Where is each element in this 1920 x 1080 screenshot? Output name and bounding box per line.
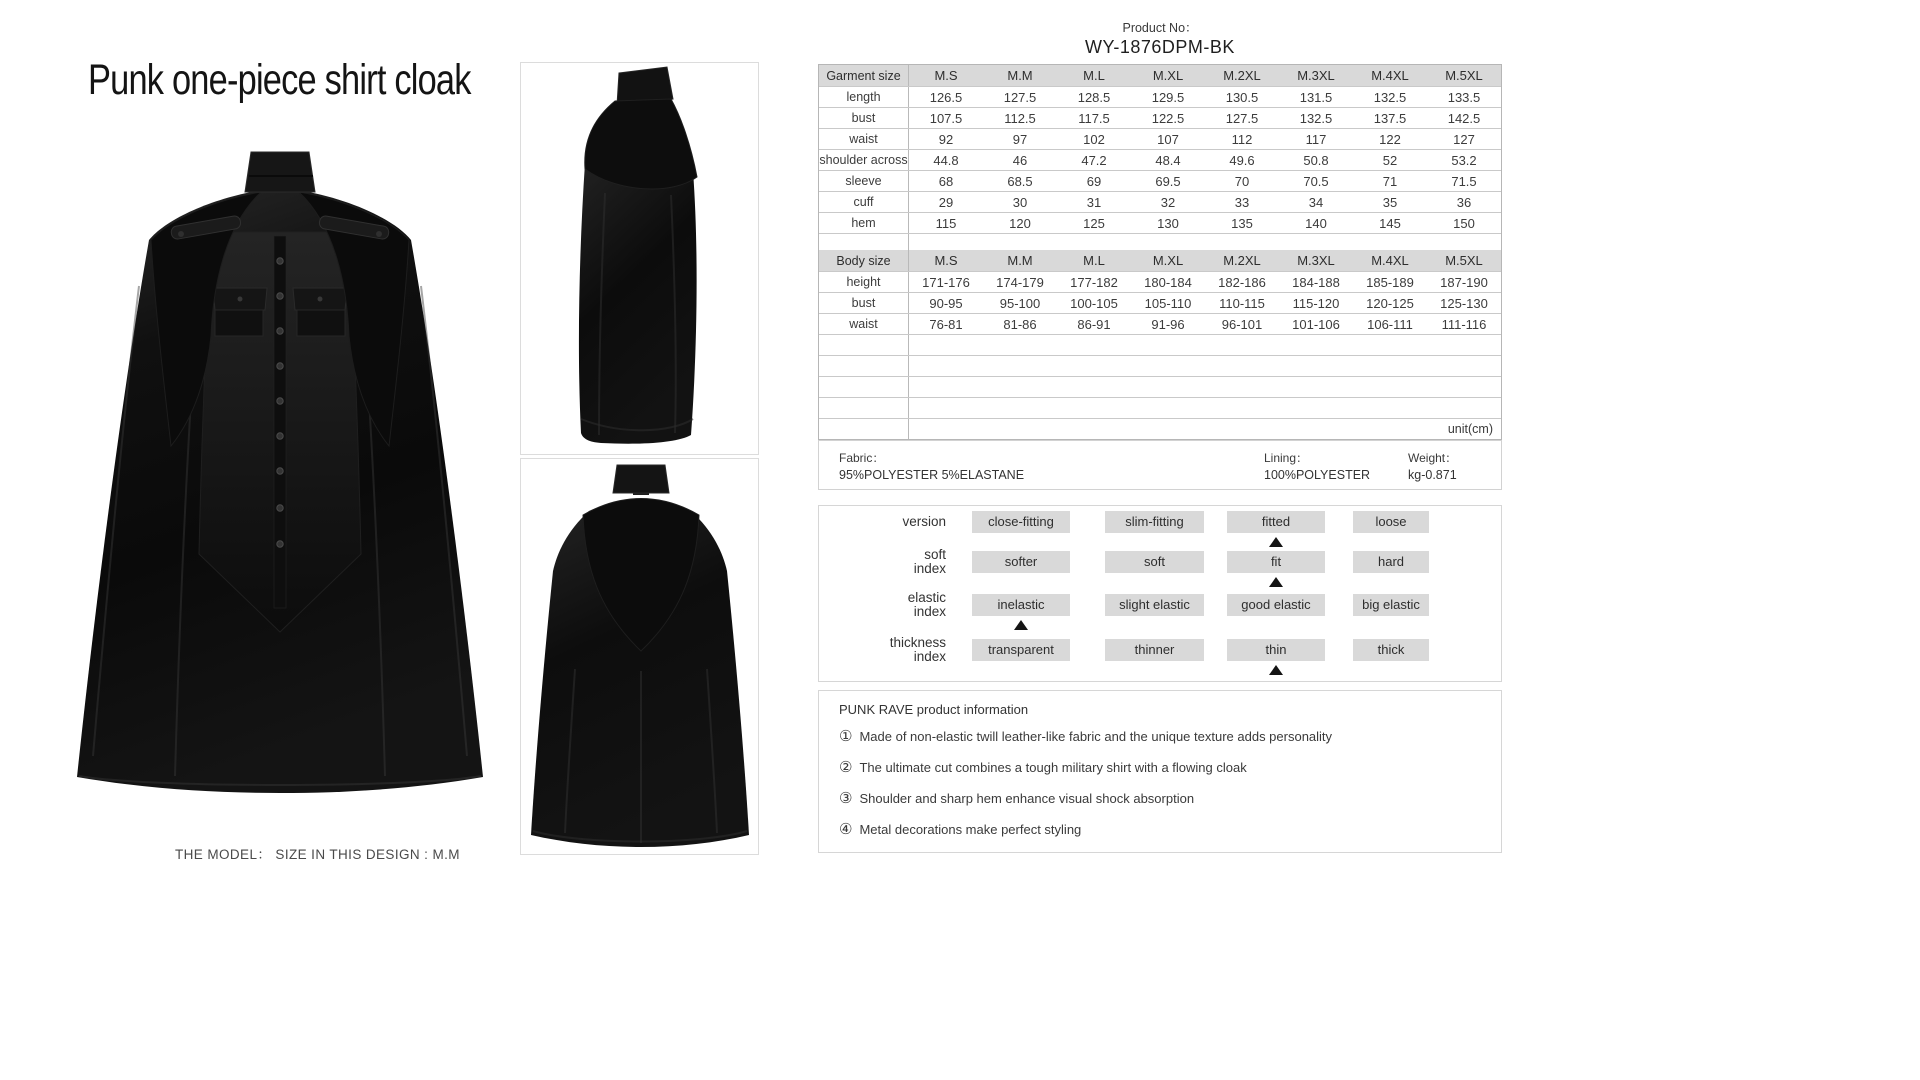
fabric-info-box (818, 440, 1502, 490)
size-column-header: M.3XL (1297, 68, 1335, 83)
size-cell: 92 (938, 131, 954, 147)
option-box: thin (1227, 639, 1325, 661)
size-cell: 49.6 (1229, 152, 1255, 168)
size-cell: 117 (1305, 131, 1327, 147)
item-number: ② (839, 759, 853, 776)
size-cell: 81-86 (1003, 316, 1037, 332)
size-cell: 130.5 (1225, 89, 1259, 105)
option-box: hard (1353, 551, 1429, 573)
size-cell: 187-190 (1440, 274, 1488, 290)
option-box: transparent (972, 639, 1070, 661)
size-cell: 90-95 (929, 295, 963, 311)
attribute-label-line: index (913, 604, 946, 619)
size-cell: 33 (1234, 194, 1250, 210)
option-box: fitted (1227, 511, 1325, 533)
size-cell: 131.5 (1299, 89, 1333, 105)
size-cell: 127.5 (1003, 89, 1037, 105)
size-cell: 101-106 (1292, 316, 1340, 332)
size-cell: 86-91 (1077, 316, 1111, 332)
size-cell: 125-130 (1440, 295, 1488, 311)
size-cell: 107.5 (929, 110, 963, 126)
size-cell: 50.8 (1303, 152, 1329, 168)
size-cell: 174-179 (996, 274, 1044, 290)
size-column-header: M.XL (1152, 68, 1184, 83)
table-header-row (819, 250, 1501, 272)
empty-cell (909, 377, 1501, 397)
size-cell: 36 (1456, 194, 1472, 210)
size-column-header: M.S (934, 253, 958, 268)
item-number: ① (839, 728, 853, 745)
unit-label: unit(cm) (1447, 422, 1493, 436)
size-column-header: M.2XL (1223, 253, 1261, 268)
size-table-section-header: Body size (819, 250, 909, 271)
attribute-label (819, 590, 946, 619)
option-box: slim-fitting (1105, 511, 1204, 533)
lining-label: Lining： (1264, 451, 1309, 465)
option-box: close-fitting (972, 511, 1070, 533)
size-cell: 30 (1012, 194, 1028, 210)
unit-row (819, 419, 1501, 439)
size-column-header: M.M (1007, 253, 1033, 268)
empty-label-cell (819, 234, 909, 250)
model-size-note: THE MODEL： SIZE IN THIS DESIGN : M.M (175, 847, 460, 862)
size-row-label: sleeve (819, 171, 909, 191)
option-box: big elastic (1353, 594, 1429, 616)
size-cell: 44.8 (933, 152, 959, 168)
item-number: ③ (839, 790, 853, 807)
size-chart-table (818, 64, 1502, 440)
size-cell: 71 (1382, 173, 1398, 189)
option-box: soft (1105, 551, 1204, 573)
size-cell: 142.5 (1447, 110, 1481, 126)
size-cell: 132.5 (1373, 89, 1407, 105)
empty-row (819, 335, 1501, 356)
attribute-label-line: thickness (889, 635, 946, 650)
size-table-section-header: Garment size (819, 65, 909, 86)
size-cell: 71.5 (1451, 173, 1477, 189)
page-title: Punk one-piece shirt cloak (88, 56, 471, 104)
size-column-header: M.4XL (1371, 253, 1409, 268)
size-cell: 32 (1160, 194, 1176, 210)
size-row-label: bust (819, 108, 909, 128)
size-column-header: M.S (934, 68, 958, 83)
attribute-row (819, 547, 1501, 587)
empty-row (819, 398, 1501, 419)
size-cell: 35 (1382, 194, 1398, 210)
size-row-label: height (819, 272, 909, 292)
table-row (819, 129, 1501, 150)
size-cell: 128.5 (1077, 89, 1111, 105)
size-cell: 182-186 (1218, 274, 1266, 290)
size-cell: 145 (1379, 215, 1401, 231)
size-cell: 140 (1305, 215, 1327, 231)
size-column-header: M.L (1083, 68, 1105, 83)
size-cell: 110-115 (1219, 295, 1265, 311)
option-box: inelastic (972, 594, 1070, 616)
attribute-label (819, 635, 946, 664)
size-cell: 122.5 (1151, 110, 1185, 126)
size-row-label: bust (819, 293, 909, 313)
size-cell: 107 (1157, 131, 1179, 147)
size-cell: 115-120 (1292, 295, 1340, 311)
table-row (819, 314, 1501, 335)
size-cell: 117.5 (1078, 110, 1110, 126)
lining-value: 100%POLYESTER (1264, 468, 1371, 482)
size-cell: 68 (938, 173, 954, 189)
fabric-value: 95%POLYESTER 5%ELASTANE (839, 468, 1025, 482)
option-box: thick (1353, 639, 1429, 661)
size-cell: 69.5 (1155, 173, 1181, 189)
size-cell: 127 (1453, 131, 1475, 147)
empty-cell (909, 356, 1501, 376)
table-header-row (819, 65, 1501, 87)
size-cell: 68.5 (1007, 173, 1033, 189)
size-cell: 184-188 (1292, 274, 1340, 290)
product-no-block (818, 18, 1502, 58)
empty-cell (909, 398, 1501, 418)
option-box: slight elastic (1105, 594, 1204, 616)
empty-row (819, 356, 1501, 377)
info-item (839, 727, 1332, 745)
size-column-header: M.2XL (1223, 68, 1261, 83)
empty-label-cell (819, 419, 909, 439)
size-cell: 127.5 (1225, 110, 1259, 126)
size-cell: 100-105 (1070, 295, 1118, 311)
front-view-photo (55, 136, 505, 831)
back-view-photo (520, 458, 759, 855)
size-row-label: waist (819, 314, 909, 334)
size-cell: 132.5 (1299, 110, 1333, 126)
size-cell: 112.5 (1004, 110, 1036, 126)
weight-value: kg-0.871 (1408, 468, 1457, 482)
size-cell: 111-116 (1441, 316, 1487, 332)
size-cell: 47.2 (1081, 152, 1107, 168)
size-column-header: M.4XL (1371, 68, 1409, 83)
size-cell: 70.5 (1303, 173, 1329, 189)
size-cell: 180-184 (1144, 274, 1192, 290)
info-item (839, 789, 1194, 807)
selection-triangle-icon (1269, 537, 1283, 547)
product-info-title: PUNK RAVE product information (839, 702, 1029, 717)
option-box: fit (1227, 551, 1325, 573)
size-cell: 120-125 (1366, 295, 1414, 311)
size-cell: 177-182 (1070, 274, 1118, 290)
option-box: softer (972, 551, 1070, 573)
size-cell: 120 (1009, 215, 1031, 231)
attribute-label-line: index (913, 561, 946, 576)
empty-label-cell (819, 356, 909, 376)
size-cell: 29 (938, 194, 954, 210)
table-row (819, 192, 1501, 213)
attribute-row (819, 635, 1501, 675)
attribute-label (819, 511, 946, 533)
selection-triangle-icon (1269, 577, 1283, 587)
size-column-header: M.L (1083, 253, 1105, 268)
info-item (839, 820, 1081, 838)
size-cell: 129.5 (1151, 89, 1185, 105)
item-number: ④ (839, 821, 853, 838)
size-cell: 106-111 (1367, 316, 1413, 332)
empty-row (819, 377, 1501, 398)
table-row (819, 108, 1501, 129)
info-item-text: Shoulder and sharp hem enhance visual shock absorption (859, 790, 1195, 806)
option-box: loose (1353, 511, 1429, 533)
size-cell: 46 (1012, 152, 1028, 168)
attribute-row (819, 590, 1501, 630)
size-cell: 69 (1086, 173, 1102, 189)
size-cell: 112 (1231, 131, 1253, 147)
table-row (819, 87, 1501, 108)
side-view-photo (520, 62, 759, 455)
size-cell: 53.2 (1451, 152, 1477, 168)
size-row-label: waist (819, 129, 909, 149)
size-cell: 70 (1234, 173, 1250, 189)
attribute-label-line: index (913, 649, 946, 664)
empty-label-cell (819, 377, 909, 397)
weight-column (1408, 449, 1457, 482)
table-row (819, 171, 1501, 192)
info-item-text: Made of non-elastic twill leather-like fabric and the unique texture adds personality (859, 728, 1333, 744)
front-view-cloak-graphic (55, 136, 505, 831)
size-cell: 125 (1083, 215, 1105, 231)
size-cell: 126.5 (929, 89, 963, 105)
size-cell: 95-100 (999, 295, 1041, 311)
empty-cell (909, 234, 1501, 250)
fabric-label: Fabric： (839, 451, 885, 465)
size-cell: 48.4 (1155, 152, 1181, 168)
size-cell: 76-81 (929, 316, 963, 332)
selection-triangle-icon (1269, 665, 1283, 675)
product-info-box (818, 690, 1502, 853)
size-column-header: M.XL (1152, 253, 1184, 268)
attribute-label-line: version (902, 514, 946, 529)
size-column-header: M.3XL (1297, 253, 1335, 268)
empty-label-cell (819, 398, 909, 418)
size-column-header: M.5XL (1445, 68, 1483, 83)
attribute-label-line: soft (924, 547, 946, 562)
attribute-label-line: elastic (907, 590, 946, 605)
size-cell: 34 (1308, 194, 1324, 210)
table-row (819, 213, 1501, 234)
size-column-header: M.5XL (1445, 253, 1483, 268)
info-item (839, 758, 1247, 776)
attributes-box (818, 505, 1502, 682)
size-row-label: hem (819, 213, 909, 233)
lining-column (1264, 449, 1370, 482)
spacer-row (819, 234, 1501, 250)
size-cell: 91-96 (1151, 316, 1185, 332)
size-cell: 115 (935, 215, 957, 231)
back-view-cloak-graphic (521, 459, 758, 854)
size-cell: 150 (1453, 215, 1475, 231)
product-no-value: WY-1876DPM-BK (1085, 37, 1235, 57)
attribute-row (819, 511, 1501, 547)
size-cell: 130 (1157, 215, 1179, 231)
size-cell: 96-101 (1221, 316, 1263, 332)
table-row (819, 150, 1501, 171)
weight-label: Weight： (1408, 451, 1458, 465)
product-no-label: Product No： (1122, 21, 1198, 35)
option-box: thinner (1105, 639, 1204, 661)
size-row-label: shoulder across (819, 150, 909, 170)
selection-triangle-icon (1014, 620, 1028, 630)
size-cell: 133.5 (1447, 89, 1481, 105)
size-row-label: length (819, 87, 909, 107)
empty-label-cell (819, 335, 909, 355)
table-row (819, 293, 1501, 314)
size-cell: 185-189 (1366, 274, 1414, 290)
table-row (819, 272, 1501, 293)
size-cell: 122 (1379, 131, 1401, 147)
fabric-column (839, 449, 1024, 482)
size-cell: 31 (1086, 194, 1102, 210)
size-cell: 135 (1231, 215, 1253, 231)
size-column-header: M.M (1007, 68, 1033, 83)
attribute-label (819, 547, 946, 576)
size-cell: 52 (1382, 152, 1398, 168)
size-row-label: cuff (819, 192, 909, 212)
size-cell: 102 (1083, 131, 1105, 147)
size-cell: 137.5 (1373, 110, 1407, 126)
size-cell: 105-110 (1144, 295, 1192, 311)
info-item-text: Metal decorations make perfect styling (859, 821, 1082, 837)
info-item-text: The ultimate cut combines a tough military shirt with a flowing cloak (859, 759, 1247, 775)
side-view-cloak-graphic (521, 63, 758, 454)
option-box: good elastic (1227, 594, 1325, 616)
size-cell: 171-176 (922, 274, 970, 290)
size-cell: 97 (1012, 131, 1028, 147)
empty-cell (909, 335, 1501, 355)
